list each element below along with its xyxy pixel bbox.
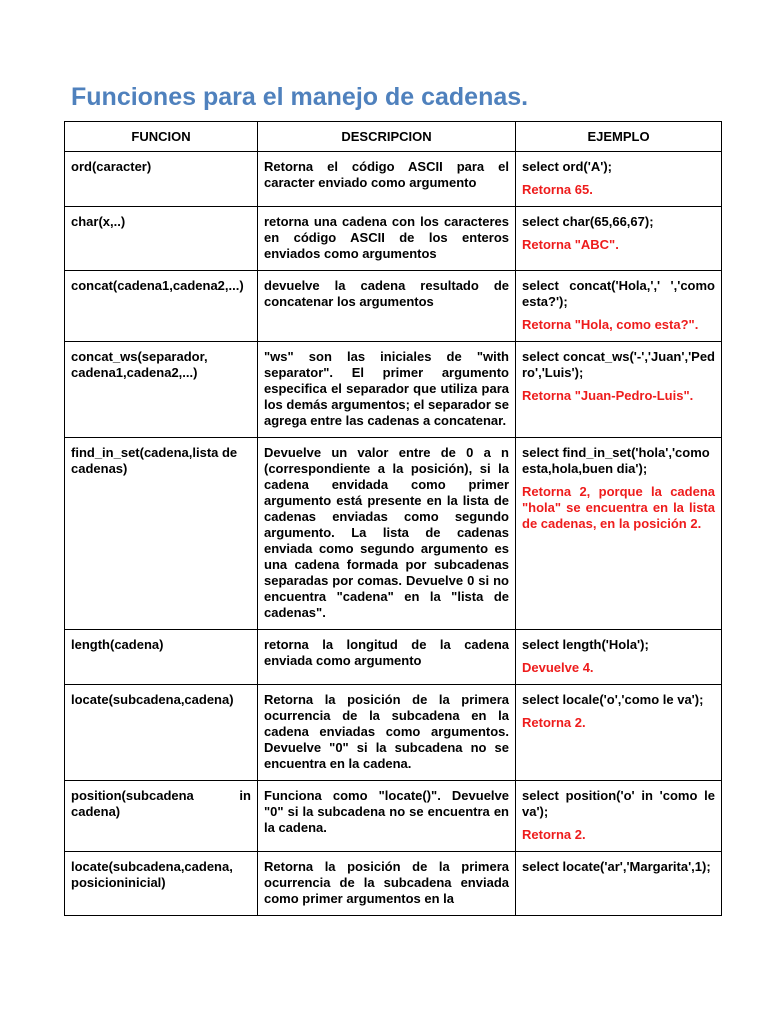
page-title: Funciones para el manejo de cadenas. bbox=[71, 83, 529, 111]
function-example bbox=[516, 152, 722, 207]
function-example bbox=[516, 685, 722, 781]
example-result: Retorna "Hola, como esta?". bbox=[522, 317, 699, 332]
example-code: select find_in_set('hola','como esta,hola,buen dia'); bbox=[522, 445, 710, 476]
header-funcion: FUNCION bbox=[65, 122, 258, 152]
function-name: length(cadena) bbox=[65, 630, 258, 685]
example-code: select locate('ar','Margarita',1); bbox=[522, 859, 711, 874]
table-row bbox=[65, 342, 722, 438]
function-description: Retorna la posición de la primera ocurrencia de la subcadena en la cadena enviadas como argumentos. Devuelve "0" si la subcadena no se encuentra en la cadena. bbox=[258, 685, 516, 781]
table-row bbox=[65, 781, 722, 852]
table-row bbox=[65, 685, 722, 781]
function-description: "ws" son las iniciales de "with separator". El primer argumento especifica el separador que utiliza para los demás argumentos; el separador se agrega entre las cadenas a concatenar. bbox=[258, 342, 516, 438]
header-descripcion: DESCRIPCION bbox=[258, 122, 516, 152]
function-name: position(subcadena in cadena) bbox=[65, 781, 258, 852]
header-ejemplo: EJEMPLO bbox=[516, 122, 722, 152]
example-result: Retorna 65. bbox=[522, 182, 593, 197]
table-row bbox=[65, 438, 722, 630]
functions-table bbox=[64, 121, 722, 916]
example-code: select position('o' in 'como le va'); bbox=[522, 788, 715, 819]
function-example bbox=[516, 781, 722, 852]
function-example bbox=[516, 438, 722, 630]
function-example bbox=[516, 271, 722, 342]
table-row bbox=[65, 271, 722, 342]
function-name: concat(cadena1,cadena2,...) bbox=[65, 271, 258, 342]
function-example bbox=[516, 852, 722, 916]
example-code: select ord('A'); bbox=[522, 159, 612, 174]
function-name: locate(subcadena,cadena) bbox=[65, 685, 258, 781]
table-row bbox=[65, 207, 722, 271]
function-name: ord(caracter) bbox=[65, 152, 258, 207]
function-example bbox=[516, 207, 722, 271]
table-row bbox=[65, 152, 722, 207]
function-description: retorna la longitud de la cadena enviada como argumento bbox=[258, 630, 516, 685]
example-code: select locale('o','como le va'); bbox=[522, 692, 704, 707]
example-result: Retorna "ABC". bbox=[522, 237, 619, 252]
table-row bbox=[65, 852, 722, 916]
example-code: select length('Hola'); bbox=[522, 637, 649, 652]
function-description: Devuelve un valor entre de 0 a n (correspondiente a la posición), si la cadena envidada como primer argumento está presente en la lista de cadenas enviadas como segundo argumento. La lista de cadenas enviada como segundo argumento es una cadena formada por subcadenas separadas por comas. Devuelve 0 si no encuentra "cadena" en la "lista de cadenas". bbox=[258, 438, 516, 630]
function-example bbox=[516, 342, 722, 438]
example-code: select concat_ws('-','Juan','Pedro','Luis'); bbox=[522, 349, 715, 380]
function-name: char(x,..) bbox=[65, 207, 258, 271]
function-description: devuelve la cadena resultado de concatenar los argumentos bbox=[258, 271, 516, 342]
function-name: locate(subcadena,cadena, posicioninicial) bbox=[65, 852, 258, 916]
table-header-row bbox=[65, 122, 722, 152]
example-result: Retorna "Juan-Pedro-Luis". bbox=[522, 388, 694, 403]
function-description: Retorna el código ASCII para el caracter enviado como argumento bbox=[258, 152, 516, 207]
example-result: Retorna 2. bbox=[522, 715, 586, 730]
function-description: Retorna la posición de la primera ocurrencia de la subcadena enviada como primer argumentos en la bbox=[258, 852, 516, 916]
function-description: Funciona como "locate()". Devuelve "0" si la subcadena no se encuentra en la cadena. bbox=[258, 781, 516, 852]
function-name: concat_ws(separador, cadena1,cadena2,...) bbox=[65, 342, 258, 438]
example-result: Retorna 2. bbox=[522, 827, 586, 842]
example-result: Devuelve 4. bbox=[522, 660, 594, 675]
example-code: select char(65,66,67); bbox=[522, 214, 654, 229]
example-result: Retorna 2, porque la cadena "hola" se encuentra en la lista de cadenas, en la posición 2. bbox=[522, 484, 715, 531]
table-row bbox=[65, 630, 722, 685]
example-code: select concat('Hola,',' ','como esta?'); bbox=[522, 278, 715, 309]
function-example bbox=[516, 630, 722, 685]
function-name: find_in_set(cadena,lista de cadenas) bbox=[65, 438, 258, 630]
function-description: retorna una cadena con los caracteres en código ASCII de los enteros enviados como argumentos bbox=[258, 207, 516, 271]
